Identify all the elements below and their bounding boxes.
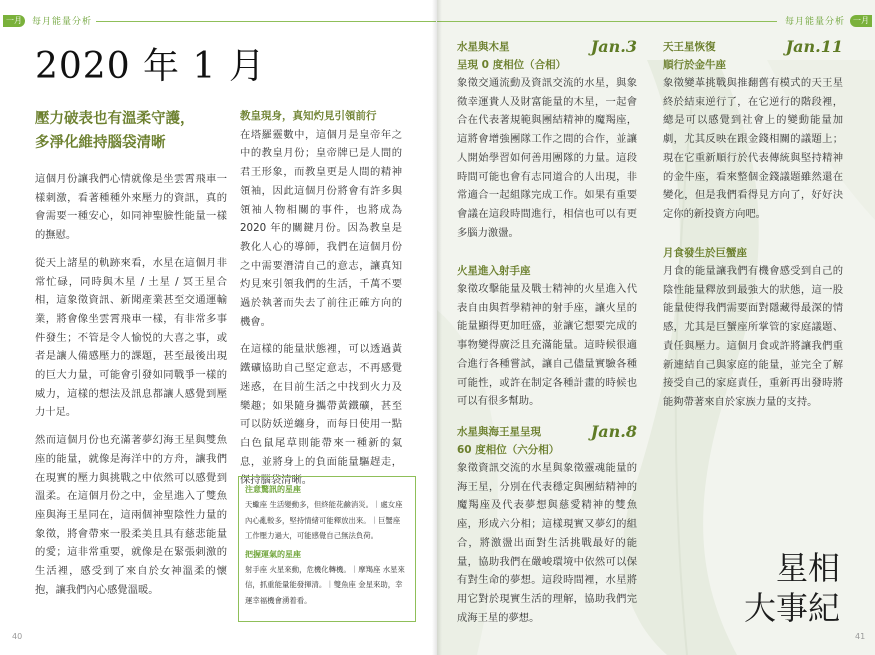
event-title-line-1: 天王星恢復 — [663, 41, 716, 53]
event-entry — [663, 244, 843, 412]
article-column-2 — [240, 107, 402, 499]
book-spine — [432, 0, 442, 655]
event-entry — [457, 38, 637, 242]
note-heading-caution: 注意驚訊的星座 — [245, 485, 301, 494]
section-title: 每月能量分析 — [32, 17, 93, 27]
left-page — [0, 0, 437, 655]
event-entry — [663, 38, 843, 224]
header-rule-right — [437, 21, 777, 22]
article-column-1 — [35, 170, 227, 608]
feature-title-line-2: 大事紀 — [743, 589, 840, 627]
paragraph: 然而這個月份也充滿著夢幻海王星與雙魚座的能量，就像是海洋中的方舟，讓我們在現實的壓力與挑戰之中依然可以感覺到溫柔。在這個月份之中，金星進入了雙魚座與海王星同在，這兩個神聖陰性力量的象徵，將會帶來一股柔美且具有慈悲能量的愛；這非常重要，就像是在緊張刺激的生活裡，感受到了來自於女神溫柔的懷抱，讓我們內心感覺溫暖。 — [35, 434, 227, 596]
paragraph: 這個月份讓我們心情就像是坐雲霄飛車一樣刺激，看著種種外來壓力的資訊，真的會需要一種安心，如同神聖臉性能量一樣的撫慰。 — [35, 173, 227, 242]
issue-title: 2020 年 1 月 — [35, 46, 266, 87]
event-date: Jan.8 — [590, 422, 637, 441]
event-title-line-1: 火星進入射手座 — [457, 265, 531, 277]
event-title-line-1: 水星與海王星呈現 — [457, 426, 541, 438]
event-title-line-1: 月食發生於巨蟹座 — [663, 247, 747, 259]
event-entry — [457, 262, 637, 411]
feature-title-line-1: 星相 — [775, 549, 840, 587]
month-tab-right: 一月 — [850, 15, 872, 27]
event-text: 象徵資訊交流的水星與象徵靈魂能量的海王星，分別在代表穩定與團結精神的魔羯座及代表夢想與慈愛精神的雙魚座，形成六分相；這樣現實又夢幻的組合，將激盪出面對生活挑戰最好的能量，協助我們在嚴峻環境中依然可以保有對生命的夢想。這段時間裡，水星將用它對於現實生活的理解，協助我們完成海王星的夢想。 — [457, 462, 637, 624]
headline — [35, 107, 225, 155]
paragraph: 從天上諸星的軌跡來看，水星在這個月非常忙碌，同時與木星 / 土星 / 冥王星合相，這象徵資訊、新聞產業甚至交通運輸業，將會像坐雲霄飛車一樣，有非常多事件發生；不管是令人愉悦的大喜之事，或者是讓人備感壓力的課題，甚至最後出現的巨大力量，可能會引發如同戰爭一樣的威力，這樣的想法及訊息都讓人感覺到壓力十足。 — [35, 256, 227, 419]
page-number-right: 41 — [855, 632, 866, 641]
headline-line-1: 壓力破表也有溫柔守護， — [35, 111, 195, 127]
paragraph: 在塔羅靈數中，這個月是皇帝年之中的教皇月份；皇帝牌已是人間的君王形象，而教皇更是人間的精神領袖，因此這個月份將會有許多與領袖人物相關的事件，也將成為 2020 年的關鍵月份。因為教皇是教化人心的導師，我們在這個月份之中需要潛清自己的意志，讓真知灼見來引領我們的生活，千萬不要過於執著而失去了前往正確方向的機會。 — [240, 128, 402, 328]
event-title-line-2: 60 度相位（六分相） — [457, 444, 560, 456]
event-text: 象徵變革挑戰與推翻舊有模式的天王星終於結束逆行了，在它逆行的階段裡，總是可以感覺到社會上的變動能量加劇，尤其反映在跟金錢相關的議題上；現在它重新順行於代表傳統與堅持精神的金牛座，看來整個金錢議題雖然還在變化，但是我們看得見方向了，好好決定你的新投資方向吧。 — [663, 77, 843, 220]
month-tab: 一月 — [3, 15, 25, 27]
event-text: 象徵攻擊能量及戰士精神的火星進入代表自由與哲學精神的射手座，讓火星的能量顯得更加旺盛，並讓它想要完成的事物變得廣泛且充滿能量。這時候很適合進行各種嘗試，讓自己儘量實驗各種可能性，或許在制定各種計畫的時候也可以有很多幫助。 — [457, 283, 637, 408]
note-heading-luck: 把握運氣的星座 — [245, 549, 301, 559]
event-text: 月食的能量讓我們有機會感受到自己的陰性能量釋放到最強大的狀態，這一股能量使得我們需要面對隱藏得最深的情感，尤其是巨蟹座所掌管的家庭議題、責任與壓力。這個月食或許將讓我們重新連結自己與家庭的能量，並完全了解接受自己的家庭責任，重新再出發時將能夠帶著來自於家族力量的支持。 — [663, 265, 843, 408]
zodiac-note-box — [238, 476, 416, 622]
event-date: Jan.11 — [785, 37, 843, 56]
note-text-luck: 射手座 火星來動，危機化轉機。｜摩羯座 水星來信，抓重能量能發揮清。｜雙魚座 金星來助，幸運幸福機會湧着看。 — [245, 564, 405, 605]
page-number-left: 40 — [12, 632, 23, 641]
event-title-line-1: 水星與木星 — [457, 41, 510, 53]
event-date: Jan.3 — [590, 37, 637, 56]
event-title-line-2: 順行於金牛座 — [663, 59, 726, 71]
feature-title — [740, 548, 840, 628]
paragraph: 在這樣的能量狀態裡，可以透過黃鐵礦協助自己堅定意志，不再感覺迷惑，在目前生活之中找到火力及樂趣；如果隨身攜帶黃鐵礦，甚至可以防妖逆纏身，而每日使用一點白色鼠尾草則能帶來一種新的氣息，並將身上的負面能量驅趕走，保持腦袋清晰。 — [240, 343, 402, 487]
headline-line-2: 多淨化維持腦袋清晰 — [35, 135, 166, 151]
column-subheading: 教皇現身，真知灼見引領前行 — [240, 110, 377, 122]
event-entry — [457, 423, 637, 627]
event-title-line-2: 呈現 0 度相位（合相） — [457, 59, 567, 71]
section-title-right: 每月能量分析 — [785, 17, 846, 27]
note-text-caution: 天蠍座 生活變動多，但終能花鹼消災。｜處女座 內心亂較多，堅持情緒可能釋放出來。｜巨蟹座 工作壓力過大，可能感覺自己無法負荷。 — [245, 500, 403, 540]
event-text: 象徵交通流動及資訊交流的水星，與象徵幸運貴人及財富能量的木星，一起會合在代表著規範與團結精神的魔羯座，這將會增強團隊工作之間的合作，並讓人開始學習如何善用團隊的力量。這段時間可能也會有志同道合的人出現，非常適合一起組隊完成工作。如果有重要會議在這段時間進行，相信也可以有更多腦力激盪。 — [457, 77, 637, 239]
header-rule — [96, 21, 436, 22]
